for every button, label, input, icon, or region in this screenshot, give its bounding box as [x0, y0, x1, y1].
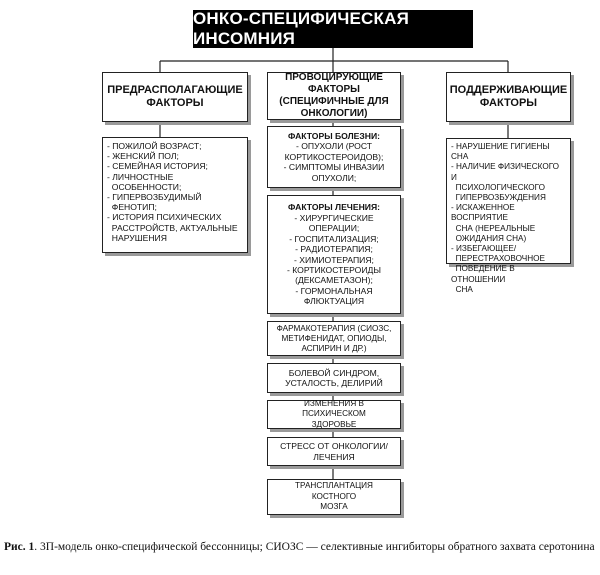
provoking-header-line-3: ОНКОЛОГИИ)	[300, 108, 368, 119]
predisposing-factors-list	[102, 137, 248, 253]
treatment-factors-heading: ФАКТОРЫ ЛЕЧЕНИЯ:	[288, 202, 380, 213]
figure-caption-text: . 3П-модель онко-специфической бессонницы; СИОЗС — селективные ингибиторы обратного захвата серотонина	[34, 541, 595, 553]
disease-factors-heading: ФАКТОРЫ БОЛЕЗНИ:	[287, 130, 381, 141]
list-item: - КОРТИКОСТЕРОИДЫ	[287, 264, 381, 275]
list-item: - ИСТОРИЯ ПСИХИЧЕСКИХ	[107, 212, 222, 223]
provoking-factors-header	[267, 72, 401, 120]
list-item: - СЕМЕЙНАЯ ИСТОРИЯ;	[107, 161, 208, 172]
list-item: - ГОРМОНАЛЬНАЯ	[295, 285, 373, 296]
transplant-line: ТРАНСПЛАНТАЦИЯ КОСТНОГО	[295, 481, 373, 501]
list-item: - СИМПТОМЫ ИНВАЗИИ	[283, 162, 385, 173]
list-item: - ГОСПИТАЛИЗАЦИЯ;	[289, 233, 379, 244]
list-item: КОРТИКОСТЕРОИДОВ);	[284, 151, 384, 162]
list-item: - ЛИЧНОСТНЫЕ	[107, 171, 174, 182]
bone-marrow-transplant-box	[267, 479, 401, 515]
list-item: РАССТРОЙСТВ, АКТУАЛЬНЫЕ	[107, 222, 238, 233]
list-item: - НАЛИЧИЕ ФИЗИЧЕСКОГО И	[451, 162, 562, 182]
list-item: НАРУШЕНИЯ	[107, 232, 167, 243]
pharmacotherapy-box	[267, 321, 401, 356]
transplant-line: МОЗГА	[320, 502, 348, 512]
mental-health-line: ИЗМЕНЕНИЯ В ПСИХИЧЕСКОМ	[302, 398, 366, 419]
list-item: ПОВЕДЕНИЕ В ОТНОШЕНИИ	[451, 264, 518, 284]
pain-syndrome-line: УСТАЛОСТЬ, ДЕЛИРИЙ	[285, 378, 383, 388]
list-item: СНА	[451, 284, 473, 294]
list-item: ФЛЮКТУАЦИЯ	[303, 296, 365, 307]
figure-caption	[4, 541, 598, 554]
maintaining-factors-list	[446, 138, 571, 294]
list-item: - ЖЕНСКИЙ ПОЛ;	[107, 151, 179, 162]
pharmacotherapy-line: АСПИРИН И ДР.)	[301, 343, 367, 353]
list-item: (ДЕКСАМЕТАЗОН);	[295, 275, 373, 286]
mental-health-line: ЗДОРОВЬЕ	[311, 419, 357, 429]
list-item: - ПОЖИЛОЙ ВОЗРАСТ;	[107, 141, 202, 151]
maintaining-factors-header	[446, 72, 571, 122]
oncology-stress-line: ЛЕЧЕНИЯ	[313, 451, 355, 462]
maintaining-header-line-1: ПОДДЕРЖИВАЮЩИЕ	[449, 84, 568, 96]
list-item: - ХИМИОТЕРАПИЯ;	[294, 254, 374, 265]
list-item: СНА (НЕРЕАЛЬНЫЕ	[451, 223, 536, 233]
oncology-stress-line: СТРЕСС ОТ ОНКОЛОГИИ/	[280, 441, 388, 452]
list-item: - ГИПЕРВОЗБУДИМЫЙ	[107, 192, 202, 203]
list-item: ПСИХОЛОГИЧЕСКОГО	[451, 182, 545, 192]
provoking-header-line-2: (СПЕЦИФИЧНЫЕ ДЛЯ	[279, 96, 389, 107]
list-item: ФЕНОТИП;	[107, 202, 157, 213]
mental-health-box	[267, 400, 401, 429]
predisposing-header-line-2: ФАКТОРЫ	[146, 97, 204, 109]
oncology-stress-box	[267, 437, 401, 466]
list-item: - ИСКАЖЕННОЕ ВОСПРИЯТИЕ	[451, 203, 517, 223]
list-item: ПЕРЕСТРАХОВОЧНОЕ	[451, 254, 545, 264]
disease-factors-box	[267, 126, 401, 188]
diagram-title: ОНКО-СПЕЦИФИЧЕСКАЯ ИНСОМНИЯ	[193, 10, 473, 48]
pain-syndrome-box	[267, 363, 401, 393]
predisposing-header-line-1: ПРЕДРАСПОЛАГАЮЩИЕ	[107, 84, 243, 96]
list-item: - ХИРУРГИЧЕСКИЕ	[294, 212, 374, 223]
list-item: ОПЕРАЦИИ;	[308, 223, 360, 234]
treatment-factors-box	[267, 195, 401, 314]
list-item: ОСОБЕННОСТИ;	[107, 181, 182, 192]
list-item: - ИЗБЕГАЮЩЕЕ/	[451, 244, 517, 254]
list-item: ГИПЕРВОЗБУЖДЕНИЯ	[451, 193, 546, 203]
list-item: - НАРУШЕНИЕ ГИГИЕНЫ СНА	[451, 142, 552, 162]
list-item: - РАДИОТЕРАПИЯ;	[295, 244, 373, 255]
list-item: ОЖИДАНИЯ СНА)	[451, 233, 527, 243]
pharmacotherapy-line: МЕТИФЕНИДАТ, ОПИОДЫ,	[281, 333, 387, 343]
maintaining-header-line-2: ФАКТОРЫ	[479, 97, 538, 109]
list-item: ОПУХОЛИ;	[311, 172, 357, 183]
predisposing-factors-header	[102, 72, 248, 122]
provoking-header-line-1: ПРОВОЦИРУЮЩИЕ ФАКТОРЫ	[285, 72, 383, 95]
figure-caption-label: Рис. 1	[4, 541, 35, 553]
pain-syndrome-line: БОЛЕВОЙ СИНДРОМ,	[288, 367, 380, 378]
pharmacotherapy-line: ФАРМАКОТЕРАПИЯ (СИОЗС,	[276, 323, 392, 333]
list-item: - ОПУХОЛИ (РОСТ	[295, 141, 373, 152]
